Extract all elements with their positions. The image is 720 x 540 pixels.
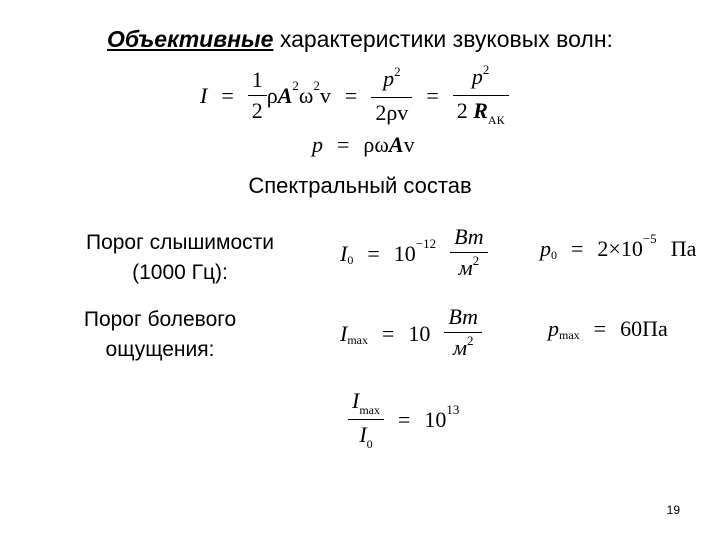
pressure-formula bbox=[312, 132, 415, 158]
fraction-numerator: $p^2$ bbox=[453, 62, 509, 96]
equals-sign: = bbox=[344, 82, 358, 108]
fraction-denominator: 2ρv bbox=[375, 99, 409, 125]
label-line: Порог болевого bbox=[83, 308, 237, 331]
unit-numerator: Вт bbox=[450, 222, 488, 253]
equals-sign: = bbox=[337, 132, 350, 157]
exponent: −5 bbox=[642, 231, 657, 246]
unit-denominator: $м^2$ bbox=[458, 253, 480, 280]
rho-omega-symbols: ρω bbox=[363, 132, 389, 157]
exponent: −12 bbox=[415, 236, 437, 251]
subscript: 0 bbox=[347, 252, 354, 267]
coefficient: 2 bbox=[597, 236, 609, 261]
pressure-symbol: p bbox=[540, 236, 551, 261]
label-line: ощущения: bbox=[105, 338, 215, 361]
velocity-symbol: v bbox=[319, 82, 331, 108]
title-emphasis: Объективные bbox=[107, 26, 274, 52]
ratio-numerator: $I_{max}$ bbox=[348, 386, 384, 420]
subscript: max bbox=[347, 332, 368, 347]
pain-pressure-formula: p max = 60 Па bbox=[548, 316, 668, 342]
label-line: (1000 Гц): bbox=[132, 261, 228, 284]
fraction-numerator: $p^2$ bbox=[371, 64, 412, 98]
pressure-unit: Па bbox=[670, 236, 697, 261]
square-exponent: 2 bbox=[313, 77, 320, 93]
pain-threshold-label bbox=[50, 305, 270, 365]
base-value: 10 bbox=[393, 241, 416, 266]
equals-sign: = bbox=[426, 82, 439, 108]
unit-numerator: Вт bbox=[444, 302, 482, 333]
ratio-fraction bbox=[348, 386, 384, 453]
pressure-value: 60 bbox=[620, 316, 643, 341]
half-denominator: 2 bbox=[251, 98, 263, 123]
slide-title bbox=[0, 26, 720, 53]
half-numerator: 1 bbox=[248, 65, 267, 96]
base-value: 10 bbox=[408, 321, 431, 346]
pain-intensity-formula: I max = 10 $\frac{Вт}{м^2}$ bbox=[340, 302, 482, 366]
ratio-denominator: $I_0$ bbox=[359, 422, 373, 451]
base-value: 10 bbox=[424, 406, 447, 432]
page-number: 19 bbox=[666, 503, 680, 517]
half-fraction bbox=[248, 65, 267, 126]
hearing-pressure-formula: p 0 = 2 × 10 −5 Па bbox=[540, 231, 697, 262]
pressure-unit: Па bbox=[642, 316, 668, 341]
fraction-denominator: 2 $R_{АК}$ bbox=[456, 98, 505, 127]
hearing-threshold-label bbox=[50, 228, 310, 288]
pressure-symbol: p bbox=[312, 132, 323, 157]
equals-sign: = bbox=[221, 82, 234, 108]
base-value: 10 bbox=[620, 236, 643, 261]
intensity-symbol: I bbox=[340, 321, 348, 346]
spectral-heading: Спектральный состав bbox=[248, 173, 472, 198]
velocity-symbol: v bbox=[403, 132, 415, 157]
exponent: 13 bbox=[446, 401, 460, 417]
intensity-symbol: I bbox=[340, 241, 348, 266]
times-sign: × bbox=[608, 236, 621, 261]
amplitude-symbol: A bbox=[277, 82, 293, 108]
intensity-formula bbox=[200, 62, 509, 129]
omega-symbol: ω bbox=[298, 82, 314, 108]
title-rest: характеристики звуковых волн: bbox=[273, 26, 613, 52]
label-line: Порог слышимости bbox=[85, 231, 274, 254]
equals-sign: = bbox=[398, 406, 411, 432]
pressure-rho-v-fraction bbox=[371, 64, 412, 128]
square-exponent: 2 bbox=[292, 77, 299, 93]
pressure-symbol: p bbox=[548, 316, 559, 341]
subscript: max bbox=[559, 327, 580, 342]
amplitude-symbol: A bbox=[388, 132, 404, 157]
subscript: 0 bbox=[551, 247, 557, 262]
intensity-symbol: I bbox=[200, 82, 208, 108]
hearing-intensity-formula: I 0 = 10 −12 $\frac{Вт}{м^2}$ bbox=[340, 222, 488, 286]
rho-symbol: ρ bbox=[266, 82, 278, 108]
intensity-ratio-formula bbox=[348, 386, 459, 453]
unit-fraction bbox=[450, 222, 488, 286]
pressure-impedance-fraction bbox=[453, 62, 509, 129]
unit-denominator: $м^2$ bbox=[452, 333, 474, 360]
unit-fraction bbox=[444, 302, 482, 366]
